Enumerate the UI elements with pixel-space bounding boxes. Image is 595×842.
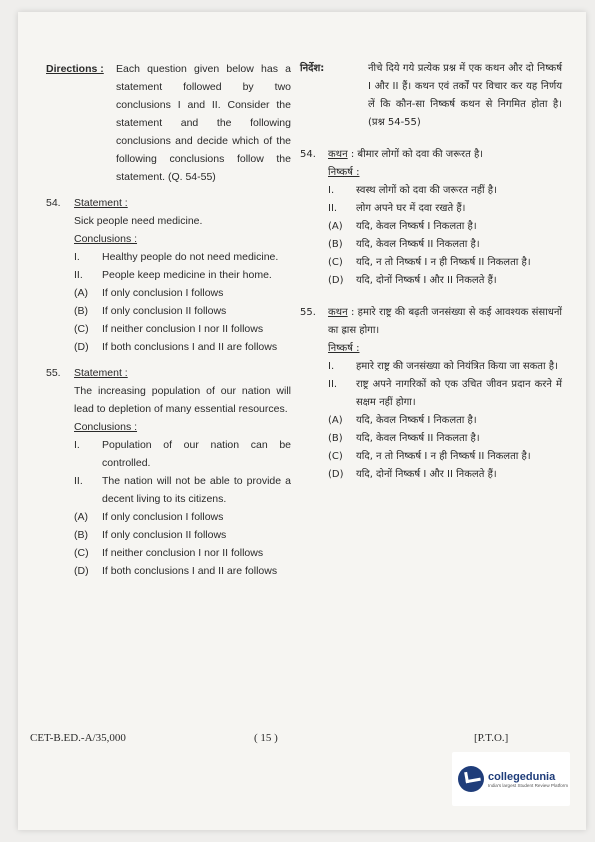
conclusions-label: Conclusions : [74, 233, 138, 245]
english-column [46, 60, 291, 580]
conclusions-label: निष्कर्ष : [328, 167, 360, 178]
statement-text: : हमारे राष्ट्र की बढ़ती जनसंख्या से कई आवश्यक संसाधनों का ह्रास होगा। [328, 307, 562, 336]
option-item: (B) If only conclusion II follows [74, 529, 227, 541]
option-item: (A) यदि, केवल निष्कर्ष I निकलता है। [328, 221, 477, 232]
question-55 [46, 364, 291, 580]
option-item: (D) If both conclusions I and II are follows [74, 565, 278, 577]
statement-label: कथन [328, 307, 348, 318]
conclusion-item: I. स्वस्थ लोगों को दवा की जरूरत नहीं है। [328, 185, 497, 196]
logo-name: collegedunia [488, 770, 556, 783]
statement-label: Statement : [74, 367, 128, 379]
hindi-column [300, 60, 562, 484]
conclusion-item: I. हमारे राष्ट्र की जनसंख्या को नियंत्रित किया जा सकता है। [328, 361, 558, 372]
option-item: (C) If neither conclusion I nor II follows [74, 547, 264, 559]
statement-text: Sick people need medicine. [74, 215, 203, 227]
conclusion-item: II. राष्ट्र अपने नागरिकों को एक उचित जीवन प्रदान करने में सक्षम नहीं होगा। [328, 379, 562, 408]
option-item: (B) यदि, केवल निष्कर्ष II निकलता है। [328, 433, 480, 444]
option-item: (D) यदि, दोनों निष्कर्ष I और II निकलते हैं। [328, 275, 497, 286]
option-item: (A) यदि, केवल निष्कर्ष I निकलता है। [328, 415, 477, 426]
directions [46, 60, 291, 186]
collegedunia-logo [452, 752, 570, 806]
exam-page [18, 12, 586, 830]
pto-label: [P.T.O.] [474, 732, 509, 744]
directions-label: निर्देश: [300, 63, 325, 74]
option-item: (D) यदि, दोनों निष्कर्ष I और II निकलते हैं। [328, 469, 497, 480]
directions-text: Each question given below has a statement followed by two conclusions I and II. Consider the statement and the following conclusions and decide which of the following conclusions follow the statement. (Q. 54-55) [116, 63, 291, 183]
option-item: (D) If both conclusions I and II are follows [74, 341, 278, 353]
question-number: 54. [46, 197, 61, 209]
conclusion-item: II. People keep medicine in their home. [74, 269, 272, 281]
conclusion-item: I. Healthy people do not need medicine. [74, 251, 279, 263]
question-54-hindi [300, 146, 562, 290]
option-item: (A) If only conclusion I follows [74, 511, 224, 523]
question-54 [46, 194, 291, 356]
directions-hindi [300, 60, 562, 132]
question-number: 55. [300, 307, 316, 318]
directions-label: Directions : [46, 63, 104, 75]
option-item: (A) If only conclusion I follows [74, 287, 224, 299]
option-item: (C) यदि, न तो निष्कर्ष I न ही निष्कर्ष II निकलता है। [328, 451, 531, 462]
conclusion-item: II. लोग अपने घर में दवा रखते हैं। [328, 203, 466, 214]
conclusion-item: I. Population of our nation can be controlled. [74, 439, 291, 469]
conclusions-label: Conclusions : [74, 421, 138, 433]
option-item: (C) If neither conclusion I nor II follows [74, 323, 264, 335]
conclusion-item: II. The nation will not be able to provide a decent living to its citizens. [74, 475, 291, 505]
graduation-cap-icon [458, 766, 484, 792]
question-number: 55. [46, 367, 61, 379]
statement-text: The increasing population of our nation will lead to depletion of many essential resources. [74, 385, 291, 415]
option-item: (B) यदि, केवल निष्कर्ष II निकलता है। [328, 239, 480, 250]
option-item: (C) यदि, न तो निष्कर्ष I न ही निष्कर्ष II निकलता है। [328, 257, 531, 268]
question-number: 54. [300, 149, 316, 160]
statement-label: Statement : [74, 197, 128, 209]
question-55-hindi [300, 304, 562, 484]
directions-text: नीचे दिये गये प्रत्येक प्रश्न में एक कथन और दो निष्कर्ष I और II हैं। कथन एवं तर्कों पर विचार कर यह निर्णय लें कि कौन-सा निष्कर्ष कथन से निगमित होता है। (प्रश्न 54-55) [368, 63, 562, 128]
statement-text: : बीमार लोगों को दवा की जरूरत है। [350, 149, 484, 160]
option-item: (B) If only conclusion II follows [74, 305, 227, 317]
page-number: ( 15 ) [254, 732, 278, 744]
statement-label: कथन [328, 149, 348, 160]
paper-code: CET-B.ED.-A/35,000 [30, 732, 126, 744]
conclusions-label: निष्कर्ष : [328, 343, 360, 354]
logo-tagline: India's largest Student Review Platform [488, 782, 569, 788]
